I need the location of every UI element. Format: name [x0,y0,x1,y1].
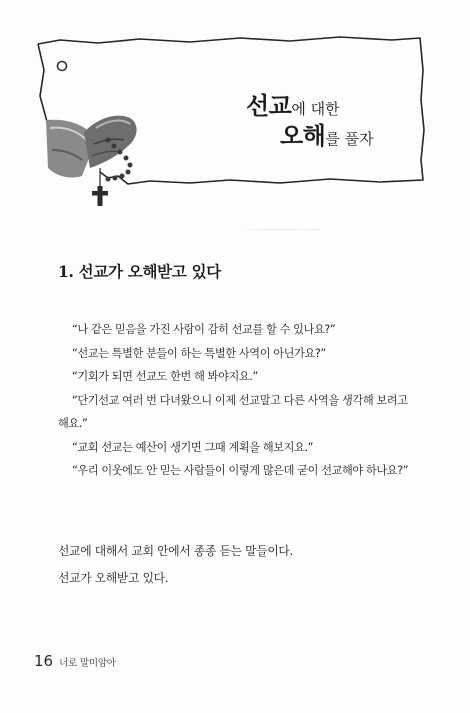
closing-line: 선교가 오해받고 있다. [58,571,169,585]
quote-item: “선교는 특별한 분들이 하는 특별한 사역이 아닌가요?” [72,346,326,360]
title-line-2 [280,116,374,151]
closing-line: 선교에 대해서 교회 안에서 종종 듣는 말들이다. [58,544,293,558]
quote-item: “나 같은 믿음을 가진 사람이 감히 선교를 할 수 있나요?” [72,323,336,336]
cross-icon [92,186,108,206]
quote-list [58,318,410,483]
chapter-title [228,82,428,162]
quote-item: “기회가 되면 선교도 한번 해 봐야지요.” [72,370,258,383]
title-keyword-mission: 선교 [246,92,292,120]
title-keyword-misunderstanding: 오해 [280,122,326,150]
title-suffix-2: 를 풀자 [325,130,374,148]
running-title: 너로 말미암아 [59,658,116,669]
title-suffix-1: 에 대한 [291,100,340,118]
page-number: 16 [34,652,54,670]
hole-icon [58,62,67,71]
quote-item: “교회 선교는 예산이 생기면 그때 계획을 해보지요.” [72,440,314,454]
section-heading: 1. 선교가 오해받고 있다 [58,262,221,281]
page-footer [34,651,116,670]
quote-item: “우리 이웃에도 안 믿는 사람들이 이렇게 많은데 굳이 선교해야 하나요?” [72,464,409,477]
closing-paragraph [58,538,418,592]
quote-item: “단기선교 여러 번 다녀왔으니 이제 선교말고 다른 사역을 생각해 보려고 해요.” [58,393,408,430]
